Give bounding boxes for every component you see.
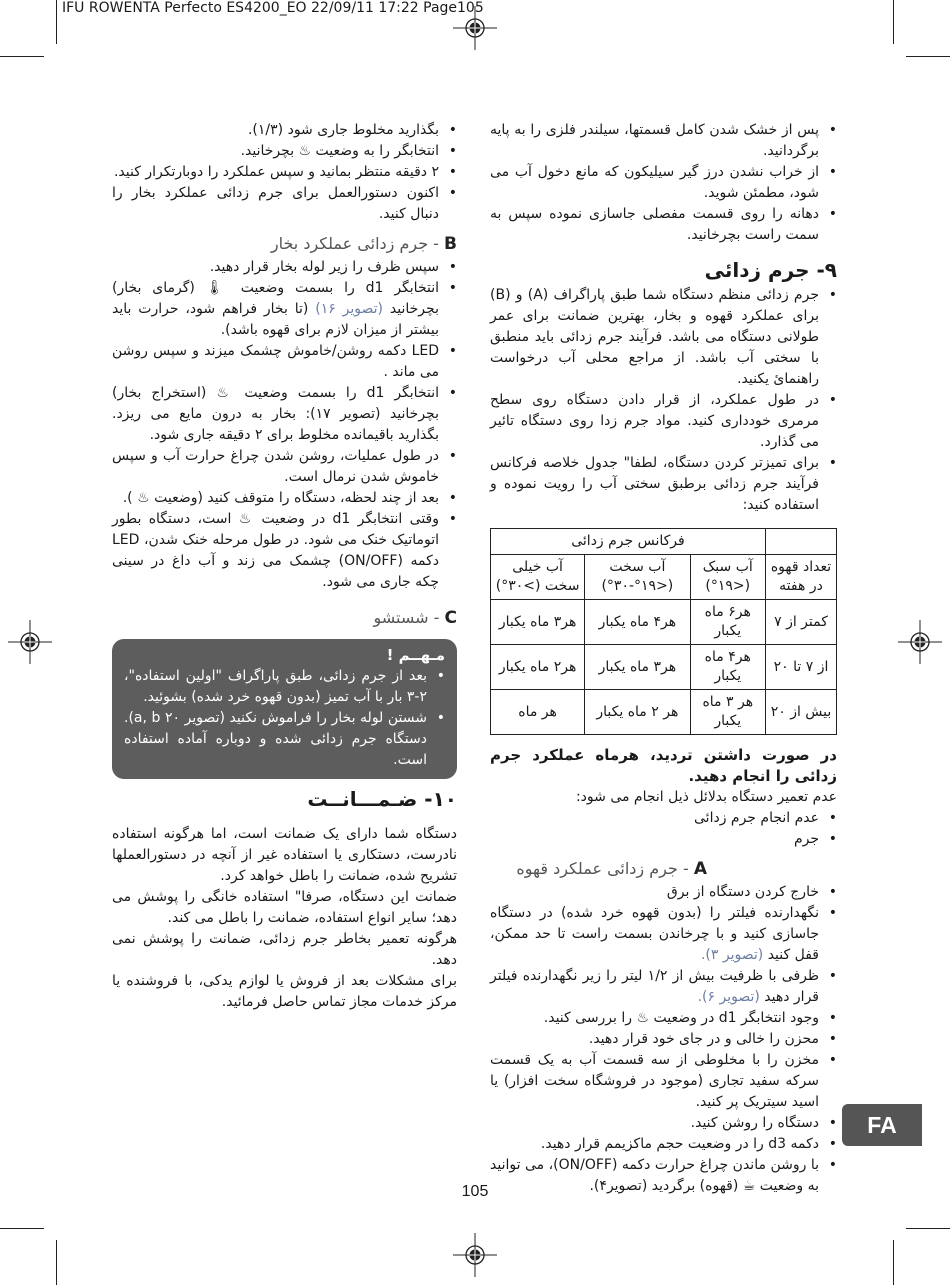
table-header: آب خیلی سخت (>۳۰°) [491,555,585,600]
list-item: • از خراب نشدن درز گیر سیلیکون که مانع دخول آب می شود، مطمئن شوید. [490,162,819,204]
crop-mark [56,0,57,44]
section-b-letter: B [444,234,457,254]
table-title: فرکانس جرم زدائی [491,529,766,555]
section-b-title: جرم زدائی عملکرد بخار [270,234,429,253]
table-cell: بیش از ۲۰ [765,690,836,735]
list-item: • بگذارید مخلوط جاری شود (۱/۳). [112,120,439,141]
table-header: آب سبک (<۱۹°) [690,555,765,600]
list-item: • LED دکمه روشن/خاموش چشمک میزند و سپس روشن می ماند . [112,341,439,383]
list-item: • مخزن را با مخلوطی از سه قسمت آب به یک قسمت سرکه سفید تجاری (موجود در فروشگاه سخت افزار) یا اسید سیتریک پر کنید. [490,1050,819,1113]
crop-mark [906,56,950,57]
crop-mark [906,1228,950,1229]
crop-mark [0,1228,44,1229]
important-list [124,666,445,771]
coffee-descaling-list [490,882,837,1197]
crop-mark [0,56,44,57]
table-cell: هر۶ ماه یکبار [690,600,765,645]
list-item: • برای تمیزتر کردن دستگاه، لطفا" جدول خلاصه فرکانس فرآیند جرم زدائی برطبق سختی آب را رویت نموده و استفاده کنید: [490,453,819,516]
section-c-title: شستشو [373,608,429,627]
list-item: • دکمه d3 را در وضعیت حجم ماکزیمم قرار دهید. [490,1134,819,1155]
list-item [112,278,439,341]
list-item: • بعد از چند لحظه، دستگاه را متوقف کنید (وضعیت ♨ ). [112,488,439,509]
table-header: تعداد قهوه در هفته [765,555,836,600]
registration-mark-icon [898,620,942,664]
registration-mark-icon [453,6,497,50]
list-item: • انتخابگر d1 را بسمت وضعیت ♨ (استخراج بخار) بچرخانید (تصویر ۱۷): بخار به درون مایع می ریزد. بگذارید باقیمانده مخلوط برای ۲ دقیقه جاری شود. [112,383,439,446]
list-item: • محزن را خالی و در جای خود قرار دهید. [490,1029,819,1050]
table-cell: هر۴ ماه یکبار [585,600,690,645]
intro-list [490,120,837,246]
warranty-paragraph: ضمانت این دستگاه، صرفا" استفاده خانگی را پوشش می دهد؛ سایر انواع استفاده، ضمانت را باطل می کند. [112,889,457,926]
registration-mark-icon [453,1233,497,1277]
repair-list [490,808,837,850]
table-header: آب سخت (<۱۹°-۳۰°) [585,555,690,600]
left-column [112,120,457,1013]
list-item: • پس از خشک شدن کامل قسمتها، سیلندر فلزی را به پایه برگردانید. [490,120,819,162]
table-cell: کمتر از ۷ [765,600,836,645]
list-item: • بعد از جرم زدائی، طبق پاراگراف "اولین استفاده"، ۲-۳ بار با آب تمیز (بدون قهوه خرد شده) بشوئید. [124,666,427,708]
list-item: • اکنون دستورالعمل برای جرم زدائی عملکرد بخار را دنبال کنید. [112,183,439,225]
warranty-paragraph: برای مشکلات بعد از فروش یا لوازم یدکی، با فروشنده یا مرکز خدمات مجاز تماس حاصل فرمائید. [112,973,457,1010]
important-title: مـهــم ! [386,646,445,664]
section-c-heading: C - شستشو [373,608,457,628]
print-header: IFU ROWENTA Perfecto ES4200_EO 22/09/11 17:22 Page105 [62,0,484,16]
section-b-heading: B - جرم زدائی عملکرد بخار [270,234,457,254]
language-tab: FA [842,1104,922,1146]
section-a-heading: A - جرم زدائی عملکرد قهوه [516,859,707,879]
table-cell: از ۷ تا ۲۰ [765,645,836,690]
table-cell-empty [765,529,836,555]
list-item: • خارج کردن دستگاه از برق [490,882,819,903]
table-cell: هر ۲ ماه یکبار [585,690,690,735]
right-column [490,120,837,1197]
section-c-letter: C [444,608,457,628]
doubt-note: در صورت داشتن تردید، هرماه عملکرد جرم زدائی را انجام دهید. [490,746,837,785]
section-a-letter: A [693,859,707,879]
list-item-text: (تا بخار فراهم شود، حرارت باید بیشتر از میزان لازم برای قهوه باشد). [112,301,439,338]
list-item: • سپس ظرف را زیر لوله بخار قرار دهید. [112,257,439,278]
crop-mark [56,1240,57,1285]
list-item-text: ظرفی با ظرفیت بیش از ۱/۲ لیتر را زیر نگهدارنده فیلتر قرار دهید [490,968,820,1005]
descaling-frequency-table [490,528,837,735]
warranty-paragraph: دستگاه شما دارای یک ضمانت است، اما هرگونه استفاده نادرست، دستکاری یا استفاده غیر از آنچه در دستورالعملها تشریح شده، ضمانت را باطل خواهد کرد. [112,826,457,884]
list-item: • وقتی انتخابگر d1 در وضعیت ♨ است، دستگاه بطور اتوماتیک خنک می شود. در طول مرحله خنک شدن، LED دکمه (ON/OFF) چشمک می زند و آب داغ در سینی چکه جاری می شود. [112,509,439,593]
table-cell: هر ۳ ماه یکبار [690,690,765,735]
descaling-list [490,285,837,516]
list-item: • انتخابگر را به وضعیت ♨ بچرخانید. [112,141,439,162]
table-cell: هر۴ ماه یکبار [690,645,765,690]
table-cell: هر۳ ماه یکبار [585,645,690,690]
page-number: 105 [461,1183,489,1200]
list-item [490,903,819,966]
list-item: • جرم زدائی منظم دستگاه شما طبق پاراگراف (A) و (B) برای عملکرد قهوه و بخار، بهترین ضمانت برای عمر طولانی دستگاه می باشد. فرآیند جرم زدائی باید منطبق با سختی آب باشد. از مراجع محلی آب درخواست راهنمائ یکنید. [490,285,819,390]
list-item-text: انتخابگر d1 را بسمت وضعیت 🌡 (گرمای بخار) بچرخانید [112,280,439,317]
list-item [490,966,819,1008]
list-item: • دستگاه را روشن کنید. [490,1113,819,1134]
table-cell: هر۳ ماه یکبار [491,600,585,645]
list-item: • عدم انجام جرم زدائی [490,808,819,829]
list-item: • ۲ دقیقه منتظر بمانید و سپس عملکرد را دوبارتکرار کنید. [112,162,439,183]
list-item: • دهانه را روی قسمت مفصلی جاسازی نموده سپس به سمت راست بچرخانید. [490,204,819,246]
list-item: • در طول عملیات، روشن شدن چراغ حرارت آب و سپس خاموش شدن نرمال است. [112,446,439,488]
list-item: • در طول عملکرد، از قرار دادن دستگاه روی سطح مرمری خودداری کنید. مواد جرم زدا روی دستگاه تائیر می گذارد. [490,390,819,453]
list-item-text: نگهدارنده فیلتر را (بدون قهوه خرد شده) در دستگاه جاسازی کنید و با چرخاندن بسمت راست تا حد ممکن، قفل کنید [490,905,819,963]
table-cell: هر۲ ماه یکبار [491,645,585,690]
steam-descaling-list [112,257,457,593]
figure-ref: (تصویر ۱۶) [315,301,384,317]
list-item: • وجود انتخابگر d1 در وضعیت ♨ را بررسی کنید. [490,1008,819,1029]
steps-list [112,120,457,225]
list-item: • با روشن ماندن چراغ حرارت دکمه (ON/OFF)، می توانید به وضعیت ☕ (قهوه) برگردید (تصویر۴). [490,1155,819,1197]
figure-ref: (تصویر ۳). [700,947,764,963]
section-9-heading: ۹- جرم زدائی [704,258,837,282]
section-a-title: جرم زدائی عملکرد قهوه [516,859,678,878]
list-item: • جرم [490,829,819,850]
warranty-paragraph: هرگونه تعمیر بخاطر جرم زدائی، ضمانت را پوشش نمی دهد. [112,931,457,968]
registration-mark-icon [8,620,52,664]
repair-note: عدم تعمیر دستگاه بدلائل ذیل انجام می شود: [575,789,837,805]
crop-mark [893,0,894,44]
figure-ref: (تصویر ۶). [697,989,760,1005]
important-box [112,639,457,779]
list-item: • شستن لوله بخار را فراموش نکنید (تصویر a, b ۲۰). دستگاه جرم زدائی شده و دوباره آماده استفاده است. [124,708,427,771]
crop-mark [893,1240,894,1285]
table-cell: هر ماه [491,690,585,735]
section-10-heading: ۱۰- ضـمـــانــت [307,787,457,811]
